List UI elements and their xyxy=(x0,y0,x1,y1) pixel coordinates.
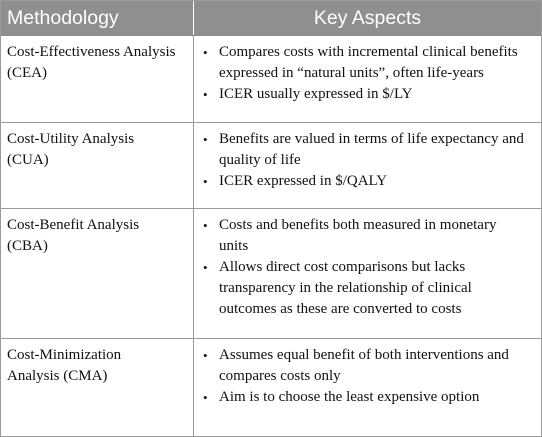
bullet-text: expressed in “natural units”, often life-years xyxy=(219,65,484,81)
table-row-cba xyxy=(1,209,541,339)
methodology-cell xyxy=(1,339,194,437)
list-item xyxy=(201,129,535,171)
bullet-icon: • xyxy=(203,132,208,147)
key-aspects-cell xyxy=(194,123,541,208)
methodology-cell xyxy=(1,36,194,122)
bullet-text: Assumes equal benefit of both interventions and xyxy=(219,347,509,363)
key-aspects-cell xyxy=(194,36,541,122)
list-item xyxy=(201,345,535,387)
bullet-text: ICER usually expressed in $/LY xyxy=(219,86,413,102)
bullet-text: transparency in the relationship of clinical xyxy=(219,280,472,296)
header-key-aspects: Key Aspects xyxy=(313,7,422,29)
methodology-abbrev: (CUA) xyxy=(7,152,49,168)
bullet-text: outcomes as these are converted to costs xyxy=(219,301,462,317)
header-methodology: Methodology xyxy=(1,1,194,35)
table-header xyxy=(1,1,541,36)
bullet-icon: • xyxy=(203,348,208,363)
table-row-cma xyxy=(1,339,541,437)
methodology-abbrev: Analysis (CMA) xyxy=(7,368,108,384)
methodology-cell xyxy=(1,209,194,338)
bullet-icon: • xyxy=(203,218,208,233)
methodology-name: Cost-Utility Analysis xyxy=(7,131,135,147)
bullet-text: Allows direct cost comparisons but lacks xyxy=(219,259,466,275)
bullet-icon: • xyxy=(203,260,208,275)
list-item xyxy=(201,42,535,84)
bullet-icon: • xyxy=(203,174,208,189)
methodology-abbrev: (CEA) xyxy=(7,65,47,81)
bullet-icon: • xyxy=(203,45,208,60)
bullet-icon: • xyxy=(203,390,208,405)
list-item xyxy=(201,257,535,320)
bullet-text: compares costs only xyxy=(219,368,341,384)
list-item xyxy=(201,171,535,192)
bullet-icon: • xyxy=(203,87,208,102)
key-aspects-cell xyxy=(194,339,541,437)
bullet-text: ICER expressed in $/QALY xyxy=(219,173,388,189)
methodology-cell xyxy=(1,123,194,208)
bullet-text: Benefits are valued in terms of life expectancy and xyxy=(219,131,524,147)
bullet-text: quality of life xyxy=(219,152,301,168)
table-row-cea xyxy=(1,36,541,123)
bullet-text: units xyxy=(219,238,249,254)
list-item xyxy=(201,84,535,105)
key-aspects-cell xyxy=(194,209,541,338)
methodology-name: Cost-Effectiveness Analysis xyxy=(7,44,176,60)
methodology-name: Cost-Benefit Analysis xyxy=(7,217,140,233)
list-item xyxy=(201,215,535,257)
methodology-name: Cost-Minimization xyxy=(7,347,122,363)
methodology-abbrev: (CBA) xyxy=(7,238,48,254)
list-item xyxy=(201,387,535,408)
table-row-cua xyxy=(1,123,541,209)
bullet-text: Aim is to choose the least expensive option xyxy=(219,389,480,405)
bullet-text: Compares costs with incremental clinical benefits xyxy=(219,44,518,60)
bullet-text: Costs and benefits both measured in monetary xyxy=(219,217,497,233)
